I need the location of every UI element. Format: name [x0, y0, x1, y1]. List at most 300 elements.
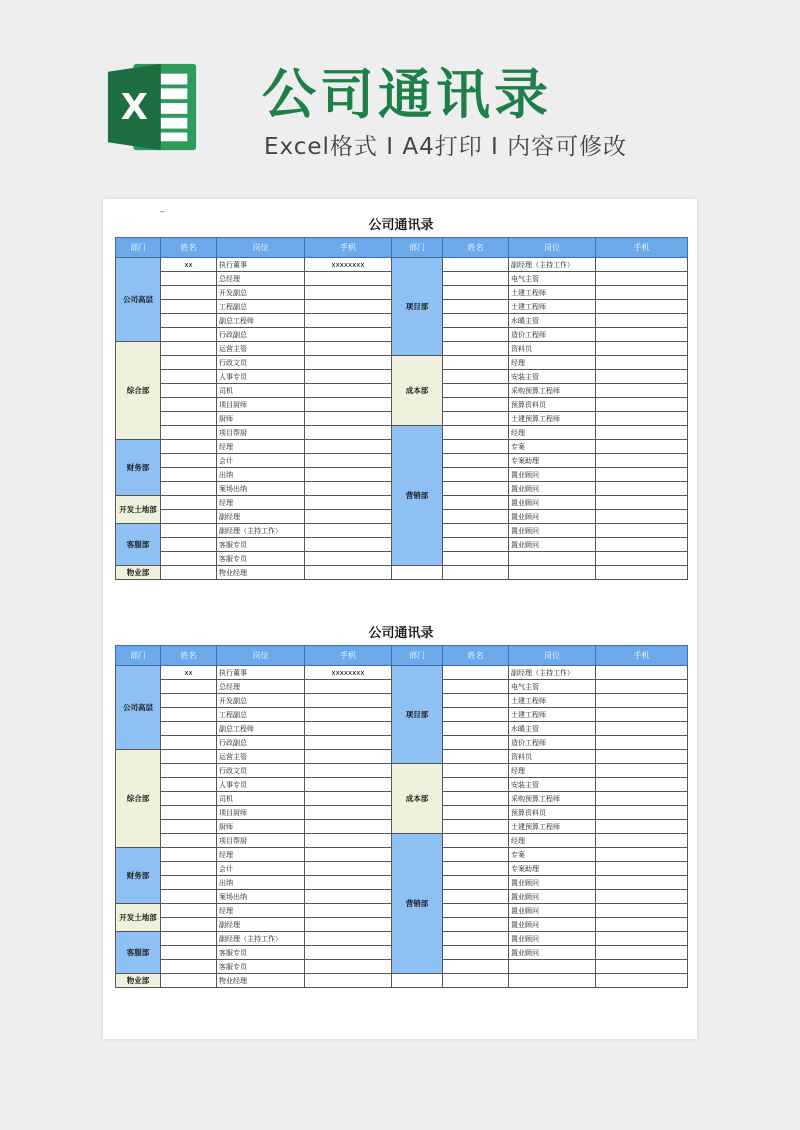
- post-cell: 副经理（主持工作）: [509, 666, 596, 680]
- phone-cell: [305, 750, 392, 764]
- col-name: 姓名: [161, 238, 217, 258]
- phone-cell: [305, 820, 392, 834]
- dept-cell: 开发土地部: [116, 496, 161, 524]
- phone-cell: [305, 764, 392, 778]
- phone-cell: [596, 510, 688, 524]
- phone-cell: [596, 834, 688, 848]
- name-cell: [161, 426, 217, 440]
- name-cell: [161, 300, 217, 314]
- dept-cell: 成本部: [392, 356, 443, 426]
- phone-cell: [305, 496, 392, 510]
- phone-cell: [596, 398, 688, 412]
- phone-cell: [305, 946, 392, 960]
- col-name: 姓名: [443, 238, 509, 258]
- phone-cell: [305, 356, 392, 370]
- post-cell: 人事专员: [217, 778, 305, 792]
- col-dept: 部门: [392, 238, 443, 258]
- post-cell: 专案助理: [509, 454, 596, 468]
- name-cell: [443, 722, 509, 736]
- post-cell: 专案助理: [509, 862, 596, 876]
- dept-cell: 客服部: [116, 932, 161, 974]
- name-cell: [161, 342, 217, 356]
- post-cell: 副经理（主持工作）: [509, 258, 596, 272]
- empty-cell: [392, 566, 443, 580]
- phone-cell: [596, 666, 688, 680]
- phone-cell: [305, 890, 392, 904]
- name-cell: [161, 694, 217, 708]
- phone-cell: [305, 974, 392, 988]
- name-cell: [443, 778, 509, 792]
- post-cell: 司机: [217, 384, 305, 398]
- post-cell: 土建工程师: [509, 694, 596, 708]
- post-cell: 工程副总: [217, 708, 305, 722]
- post-cell: 司机: [217, 792, 305, 806]
- dept-cell: 综合部: [116, 750, 161, 848]
- phone-cell: xxxxxxxx: [305, 258, 392, 272]
- post-cell: 厨师: [217, 412, 305, 426]
- post-cell: 开发副总: [217, 694, 305, 708]
- post-cell: 行政文员: [217, 356, 305, 370]
- phone-cell: [596, 946, 688, 960]
- col-name: 姓名: [161, 646, 217, 666]
- post-cell: 土建预算工程师: [509, 412, 596, 426]
- name-cell: [161, 932, 217, 946]
- post-cell: 经理: [217, 848, 305, 862]
- phone-cell: [305, 876, 392, 890]
- name-cell: [161, 820, 217, 834]
- name-cell: [161, 680, 217, 694]
- name-cell: [443, 918, 509, 932]
- phone-cell: [305, 314, 392, 328]
- phone-cell: [305, 806, 392, 820]
- name-cell: [443, 496, 509, 510]
- post-cell: 运营主管: [217, 750, 305, 764]
- header-row: [116, 646, 688, 666]
- phone-cell: [305, 524, 392, 538]
- phone-cell: [305, 398, 392, 412]
- post-cell: 物业经理: [217, 566, 305, 580]
- name-cell: [161, 918, 217, 932]
- post-cell: 水暖主管: [509, 314, 596, 328]
- col-phone: 手机: [305, 238, 392, 258]
- name-cell: [161, 736, 217, 750]
- phone-cell: [596, 960, 688, 974]
- name-cell: [443, 694, 509, 708]
- col-post: 岗位: [217, 238, 305, 258]
- name-cell: [443, 482, 509, 496]
- page-title: 公司通讯录: [262, 63, 552, 126]
- phone-cell: [305, 680, 392, 694]
- table-row: [116, 764, 688, 778]
- name-cell: [161, 454, 217, 468]
- name-cell: [161, 876, 217, 890]
- post-cell: 副总工程师: [217, 722, 305, 736]
- dept-cell: 项目部: [392, 258, 443, 356]
- post-cell: 专案: [509, 848, 596, 862]
- phone-cell: [305, 384, 392, 398]
- phone-cell: [596, 792, 688, 806]
- name-cell: [443, 398, 509, 412]
- phone-cell: [596, 412, 688, 426]
- phone-cell: [305, 510, 392, 524]
- post-cell: 副经理（主持工作）: [217, 524, 305, 538]
- post-cell: 行政副总: [217, 328, 305, 342]
- name-cell: [443, 946, 509, 960]
- col-phone: 手机: [596, 238, 688, 258]
- col-phone: 手机: [596, 646, 688, 666]
- name-cell: [443, 342, 509, 356]
- name-cell: [161, 286, 217, 300]
- name-cell: [443, 454, 509, 468]
- phone-cell: [596, 370, 688, 384]
- table-row: [116, 426, 688, 440]
- post-cell: 经理: [217, 904, 305, 918]
- name-cell: [161, 764, 217, 778]
- phone-cell: [305, 848, 392, 862]
- dept-cell: 客服部: [116, 524, 161, 566]
- phone-cell: [305, 552, 392, 566]
- name-cell: [443, 538, 509, 552]
- phone-cell: [596, 862, 688, 876]
- phone-cell: [305, 426, 392, 440]
- post-cell: 土建工程师: [509, 286, 596, 300]
- name-cell: [443, 552, 509, 566]
- name-cell: [161, 272, 217, 286]
- name-cell: [443, 904, 509, 918]
- name-cell: [443, 708, 509, 722]
- post-cell: 资料员: [509, 342, 596, 356]
- post-cell: 案场出纳: [217, 482, 305, 496]
- post-cell: 客服专员: [217, 552, 305, 566]
- name-cell: [443, 806, 509, 820]
- empty-cell: [443, 974, 509, 988]
- dept-cell: 综合部: [116, 342, 161, 440]
- name-cell: [161, 496, 217, 510]
- dept-cell: 营销部: [392, 426, 443, 566]
- table-row: [116, 666, 688, 680]
- name-cell: [161, 552, 217, 566]
- post-cell: 副经理: [217, 918, 305, 932]
- phone-cell: [596, 342, 688, 356]
- post-cell: 总经理: [217, 680, 305, 694]
- post-cell: 置业顾问: [509, 876, 596, 890]
- phone-cell: [596, 538, 688, 552]
- header: [0, 0, 800, 190]
- table-row: [116, 834, 688, 848]
- phone-cell: [596, 918, 688, 932]
- dept-cell: 物业部: [116, 566, 161, 580]
- post-cell: 出纳: [217, 468, 305, 482]
- post-cell: 客服专员: [217, 946, 305, 960]
- empty-cell: [509, 974, 596, 988]
- post-cell: 会计: [217, 454, 305, 468]
- post-cell: 置业顾问: [509, 524, 596, 538]
- phone-cell: [596, 848, 688, 862]
- name-cell: [443, 272, 509, 286]
- post-cell: 经理: [509, 764, 596, 778]
- phone-cell: [305, 708, 392, 722]
- post-cell: 总经理: [217, 272, 305, 286]
- name-cell: [161, 398, 217, 412]
- post-cell: 经理: [509, 834, 596, 848]
- col-dept: 部门: [392, 646, 443, 666]
- phone-cell: [305, 300, 392, 314]
- name-cell: [161, 834, 217, 848]
- phone-cell: [305, 792, 392, 806]
- post-cell: 土建工程师: [509, 708, 596, 722]
- phone-cell: [305, 272, 392, 286]
- phone-cell: [596, 778, 688, 792]
- table-row: [116, 356, 688, 370]
- name-cell: xx: [161, 258, 217, 272]
- phone-cell: [596, 932, 688, 946]
- post-cell: 副总工程师: [217, 314, 305, 328]
- post-cell: 安装主管: [509, 370, 596, 384]
- post-cell: 水暖主管: [509, 722, 596, 736]
- post-cell: 电气主管: [509, 272, 596, 286]
- phone-cell: [596, 328, 688, 342]
- table-row: [116, 566, 688, 580]
- empty-cell: [509, 566, 596, 580]
- name-cell: [443, 426, 509, 440]
- phone-cell: [596, 552, 688, 566]
- name-cell: [161, 806, 217, 820]
- name-cell: [161, 566, 217, 580]
- post-cell: 经理: [217, 440, 305, 454]
- name-cell: [161, 708, 217, 722]
- col-dept: 部门: [116, 646, 161, 666]
- name-cell: xx: [161, 666, 217, 680]
- name-cell: [443, 356, 509, 370]
- phone-cell: [305, 328, 392, 342]
- phone-cell: [596, 454, 688, 468]
- post-cell: 资料员: [509, 750, 596, 764]
- corner-dash: –: [160, 207, 165, 217]
- phone-cell: [596, 694, 688, 708]
- name-cell: [161, 974, 217, 988]
- name-cell: [443, 524, 509, 538]
- name-cell: [161, 440, 217, 454]
- post-cell: 置业顾问: [509, 496, 596, 510]
- post-cell: 置业顾问: [509, 904, 596, 918]
- name-cell: [161, 482, 217, 496]
- phone-cell: [305, 694, 392, 708]
- phone-cell: [305, 918, 392, 932]
- phone-cell: [596, 876, 688, 890]
- name-cell: [161, 468, 217, 482]
- page-subtitle: Excel格式 I A4打印 I 内容可修改: [264, 134, 628, 160]
- col-name: 姓名: [443, 646, 509, 666]
- phone-cell: [596, 286, 688, 300]
- post-cell: 客服专员: [217, 538, 305, 552]
- name-cell: [161, 904, 217, 918]
- name-cell: [443, 680, 509, 694]
- name-cell: [161, 960, 217, 974]
- name-cell: [443, 510, 509, 524]
- phone-cell: [596, 426, 688, 440]
- logo-letter: X: [120, 86, 148, 128]
- name-cell: [443, 666, 509, 680]
- post-cell: 采购预算工程师: [509, 792, 596, 806]
- post-cell: 工程副总: [217, 300, 305, 314]
- phone-cell: [305, 370, 392, 384]
- post-cell: 置业顾问: [509, 538, 596, 552]
- phone-cell: [596, 890, 688, 904]
- dept-cell: 成本部: [392, 764, 443, 834]
- post-cell: 客服专员: [217, 960, 305, 974]
- name-cell: [443, 834, 509, 848]
- directory-block-1: [115, 215, 687, 580]
- name-cell: [161, 538, 217, 552]
- phone-cell: [305, 468, 392, 482]
- name-cell: [443, 890, 509, 904]
- name-cell: [161, 750, 217, 764]
- name-cell: [443, 314, 509, 328]
- name-cell: [161, 314, 217, 328]
- name-cell: [161, 356, 217, 370]
- directory-sheet: [103, 199, 697, 1039]
- dept-cell: 财务部: [116, 848, 161, 904]
- post-cell: 出纳: [217, 876, 305, 890]
- dept-cell: 公司高层: [116, 666, 161, 750]
- post-cell: [509, 960, 596, 974]
- empty-cell: [443, 566, 509, 580]
- empty-cell: [392, 974, 443, 988]
- col-post: 岗位: [217, 646, 305, 666]
- post-cell: 置业顾问: [509, 932, 596, 946]
- name-cell: [443, 440, 509, 454]
- name-cell: [443, 792, 509, 806]
- table-row: [116, 258, 688, 272]
- table-title: 公司通讯录: [368, 218, 434, 233]
- name-cell: [161, 862, 217, 876]
- name-cell: [161, 384, 217, 398]
- table-row: [116, 974, 688, 988]
- phone-cell: [305, 862, 392, 876]
- col-phone: 手机: [305, 646, 392, 666]
- phone-cell: [596, 524, 688, 538]
- post-cell: 开发副总: [217, 286, 305, 300]
- phone-cell: [596, 764, 688, 778]
- post-cell: 运营主管: [217, 342, 305, 356]
- phone-cell: [596, 384, 688, 398]
- phone-cell: [596, 806, 688, 820]
- phone-cell: [596, 496, 688, 510]
- post-cell: 专案: [509, 440, 596, 454]
- name-cell: [443, 300, 509, 314]
- directory-body: [116, 666, 688, 988]
- name-cell: [443, 750, 509, 764]
- col-post: 岗位: [509, 646, 596, 666]
- name-cell: [443, 960, 509, 974]
- phone-cell: [596, 904, 688, 918]
- post-cell: 置业顾问: [509, 946, 596, 960]
- post-cell: 执行董事: [217, 258, 305, 272]
- phone-cell: [305, 566, 392, 580]
- col-post: 岗位: [509, 238, 596, 258]
- name-cell: [443, 370, 509, 384]
- post-cell: 采购预算工程师: [509, 384, 596, 398]
- phone-cell: [305, 834, 392, 848]
- phone-cell: [596, 272, 688, 286]
- name-cell: [443, 820, 509, 834]
- post-cell: 预算资料员: [509, 806, 596, 820]
- directory-table: [115, 645, 688, 988]
- post-cell: 置业顾问: [509, 510, 596, 524]
- phone-cell: [305, 440, 392, 454]
- post-cell: 项目厨师: [217, 806, 305, 820]
- phone-cell: [305, 412, 392, 426]
- name-cell: [443, 932, 509, 946]
- post-cell: 会计: [217, 862, 305, 876]
- name-cell: [443, 468, 509, 482]
- name-cell: [161, 722, 217, 736]
- name-cell: [161, 792, 217, 806]
- post-cell: 执行董事: [217, 666, 305, 680]
- dept-cell: 财务部: [116, 440, 161, 496]
- name-cell: [161, 370, 217, 384]
- post-cell: 置业顾问: [509, 918, 596, 932]
- post-cell: 经理: [509, 426, 596, 440]
- phone-cell: [305, 342, 392, 356]
- name-cell: [443, 412, 509, 426]
- name-cell: [161, 328, 217, 342]
- phone-cell: [596, 708, 688, 722]
- header-row: [116, 238, 688, 258]
- dept-cell: 公司高层: [116, 258, 161, 342]
- post-cell: 经理: [217, 496, 305, 510]
- post-cell: 造价工程师: [509, 328, 596, 342]
- phone-cell: [305, 904, 392, 918]
- post-cell: 造价工程师: [509, 736, 596, 750]
- post-cell: 项目帮厨: [217, 426, 305, 440]
- dept-cell: 项目部: [392, 666, 443, 764]
- name-cell: [161, 524, 217, 538]
- name-cell: [443, 258, 509, 272]
- post-cell: 安装主管: [509, 778, 596, 792]
- post-cell: 土建工程师: [509, 300, 596, 314]
- phone-cell: [596, 468, 688, 482]
- phone-cell: [596, 300, 688, 314]
- phone-cell: [305, 960, 392, 974]
- phone-cell: [596, 440, 688, 454]
- phone-cell: [305, 778, 392, 792]
- post-cell: 置业顾问: [509, 468, 596, 482]
- post-cell: 副经理: [217, 510, 305, 524]
- post-cell: 置业顾问: [509, 482, 596, 496]
- phone-cell: [305, 482, 392, 496]
- name-cell: [443, 736, 509, 750]
- name-cell: [443, 328, 509, 342]
- phone-cell: [305, 736, 392, 750]
- phone-cell: [596, 314, 688, 328]
- empty-cell: [596, 974, 688, 988]
- phone-cell: [305, 286, 392, 300]
- directory-table: [115, 237, 688, 580]
- post-cell: 电气主管: [509, 680, 596, 694]
- name-cell: [443, 876, 509, 890]
- post-cell: 项目厨师: [217, 398, 305, 412]
- post-cell: 厨师: [217, 820, 305, 834]
- directory-block-2: [115, 623, 687, 988]
- post-cell: 副经理（主持工作）: [217, 932, 305, 946]
- post-cell: 物业经理: [217, 974, 305, 988]
- name-cell: [161, 890, 217, 904]
- post-cell: 经理: [509, 356, 596, 370]
- post-cell: 置业顾问: [509, 890, 596, 904]
- post-cell: 行政文员: [217, 764, 305, 778]
- phone-cell: [596, 722, 688, 736]
